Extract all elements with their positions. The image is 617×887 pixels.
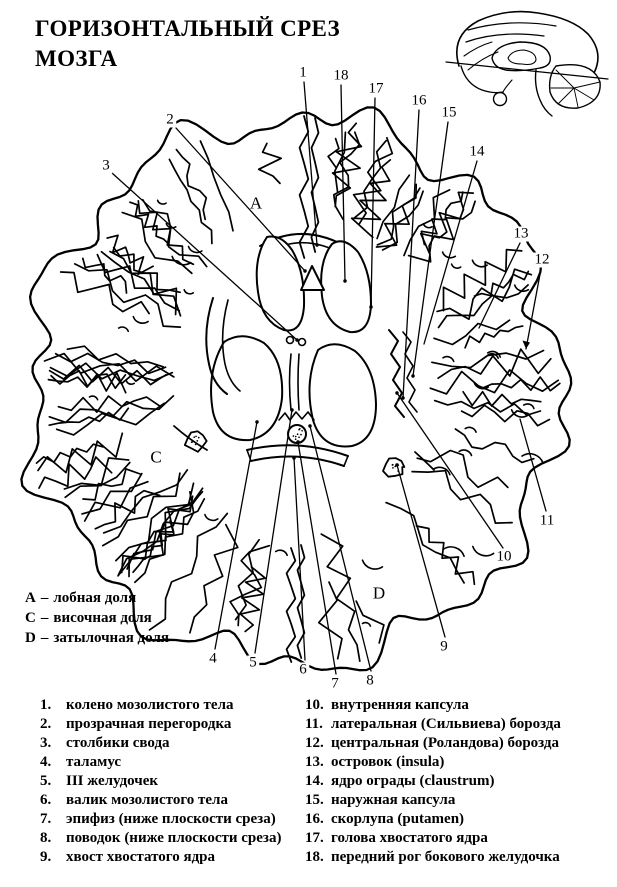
callout-11: 11 bbox=[539, 512, 555, 529]
structure-list-right bbox=[305, 698, 561, 869]
page-title-line1: ГОРИЗОНТАЛЬНЫЙ СРЕЗ bbox=[35, 16, 341, 41]
item-text: передний рог бокового желудочка bbox=[331, 849, 560, 865]
item-text: столбики свода bbox=[66, 735, 170, 751]
callout-6: 6 bbox=[299, 661, 307, 678]
list-item-7 bbox=[40, 812, 281, 827]
callout-7: 7 bbox=[331, 675, 339, 692]
item-text: скорлупа (putamen) bbox=[331, 811, 465, 827]
list-item-18 bbox=[305, 850, 561, 865]
item-number: 8. bbox=[40, 830, 52, 846]
legend-row-D bbox=[25, 630, 169, 647]
item-number: 18. bbox=[305, 849, 324, 865]
item-number: 13. bbox=[305, 754, 324, 770]
item-number: 7. bbox=[40, 811, 52, 827]
legend-label: височная доля bbox=[53, 610, 152, 626]
callout-2: 2 bbox=[166, 111, 174, 128]
legend-dash: – bbox=[40, 610, 49, 626]
list-item-5 bbox=[40, 774, 281, 789]
callout-16: 16 bbox=[411, 92, 427, 109]
callout-1: 1 bbox=[299, 64, 307, 81]
list-item-4 bbox=[40, 755, 281, 770]
legend-key: C bbox=[25, 610, 36, 626]
item-number: 2. bbox=[40, 716, 52, 732]
item-text: прозрачная перегородка bbox=[66, 716, 232, 732]
item-text: таламус bbox=[66, 754, 122, 770]
list-item-9 bbox=[40, 850, 281, 865]
item-number: 14. bbox=[305, 773, 324, 789]
list-item-2 bbox=[40, 717, 281, 732]
item-number: 12. bbox=[305, 735, 324, 751]
callout-14: 14 bbox=[469, 143, 485, 160]
list-item-16 bbox=[305, 812, 561, 827]
list-item-3 bbox=[40, 736, 281, 751]
region-letter-D: D bbox=[372, 583, 386, 603]
item-text: колено мозолистого тела bbox=[66, 697, 234, 713]
legend-label: затылочная доля bbox=[53, 630, 169, 646]
list-item-1 bbox=[40, 698, 281, 713]
item-number: 5. bbox=[40, 773, 52, 789]
item-text: латеральная (Сильвиева) борозда bbox=[331, 716, 561, 732]
item-text: хвост хвостатого ядра bbox=[66, 849, 215, 865]
item-text: валик мозолистого тела bbox=[66, 792, 228, 808]
item-text: поводок (ниже плоскости среза) bbox=[66, 830, 282, 846]
list-item-11 bbox=[305, 717, 561, 732]
list-item-13 bbox=[305, 755, 561, 770]
callout-8: 8 bbox=[366, 672, 374, 689]
legend-key: A bbox=[25, 590, 36, 606]
region-letter-A: A bbox=[249, 193, 263, 213]
callout-12: 12 bbox=[534, 251, 550, 268]
item-number: 15. bbox=[305, 792, 324, 808]
legend-dash: – bbox=[40, 590, 49, 606]
callout-10: 10 bbox=[496, 548, 512, 565]
callout-13: 13 bbox=[513, 225, 529, 242]
list-item-12 bbox=[305, 736, 561, 751]
page-title-line2: МОЗГА bbox=[35, 45, 118, 71]
region-letter-C: C bbox=[150, 447, 162, 467]
item-text: голова хвостатого ядра bbox=[331, 830, 488, 846]
item-number: 3. bbox=[40, 735, 52, 751]
item-number: 4. bbox=[40, 754, 52, 770]
item-number: 16. bbox=[305, 811, 324, 827]
list-item-10 bbox=[305, 698, 561, 713]
item-number: 6. bbox=[40, 792, 52, 808]
item-number: 1. bbox=[40, 697, 52, 713]
sagittal-inset bbox=[446, 12, 608, 116]
callout-5: 5 bbox=[249, 654, 257, 671]
item-text: ядро ограды (claustrum) bbox=[331, 773, 495, 789]
item-text: III желудочек bbox=[66, 773, 159, 789]
item-text: наружная капсула bbox=[331, 792, 456, 808]
callout-18: 18 bbox=[333, 67, 349, 84]
page-title bbox=[35, 14, 340, 74]
legend-dash: – bbox=[40, 630, 49, 646]
legend-row-A bbox=[25, 590, 169, 607]
item-number: 10. bbox=[305, 697, 324, 713]
list-item-17 bbox=[305, 831, 561, 846]
callout-15: 15 bbox=[441, 104, 457, 121]
callout-3: 3 bbox=[102, 157, 110, 174]
item-text: эпифиз (ниже плоскости среза) bbox=[66, 811, 276, 827]
item-text: внутренняя капсула bbox=[331, 697, 469, 713]
callout-4: 4 bbox=[209, 650, 217, 667]
item-text: островок (insula) bbox=[331, 754, 445, 770]
brain-outline bbox=[21, 104, 571, 670]
item-number: 17. bbox=[305, 830, 324, 846]
lobe-legend bbox=[25, 590, 169, 650]
item-number: 11. bbox=[305, 716, 323, 732]
item-number: 9. bbox=[40, 849, 52, 865]
callout-17: 17 bbox=[368, 80, 384, 97]
legend-row-C bbox=[25, 610, 169, 627]
list-item-6 bbox=[40, 793, 281, 808]
list-item-14 bbox=[305, 774, 561, 789]
list-item-15 bbox=[305, 793, 561, 808]
callout-9: 9 bbox=[440, 638, 448, 655]
list-item-8 bbox=[40, 831, 281, 846]
item-text: центральная (Роландова) борозда bbox=[331, 735, 560, 751]
legend-label: лобная доля bbox=[53, 590, 137, 606]
legend-key: D bbox=[25, 630, 36, 646]
structure-list-left bbox=[40, 698, 281, 869]
